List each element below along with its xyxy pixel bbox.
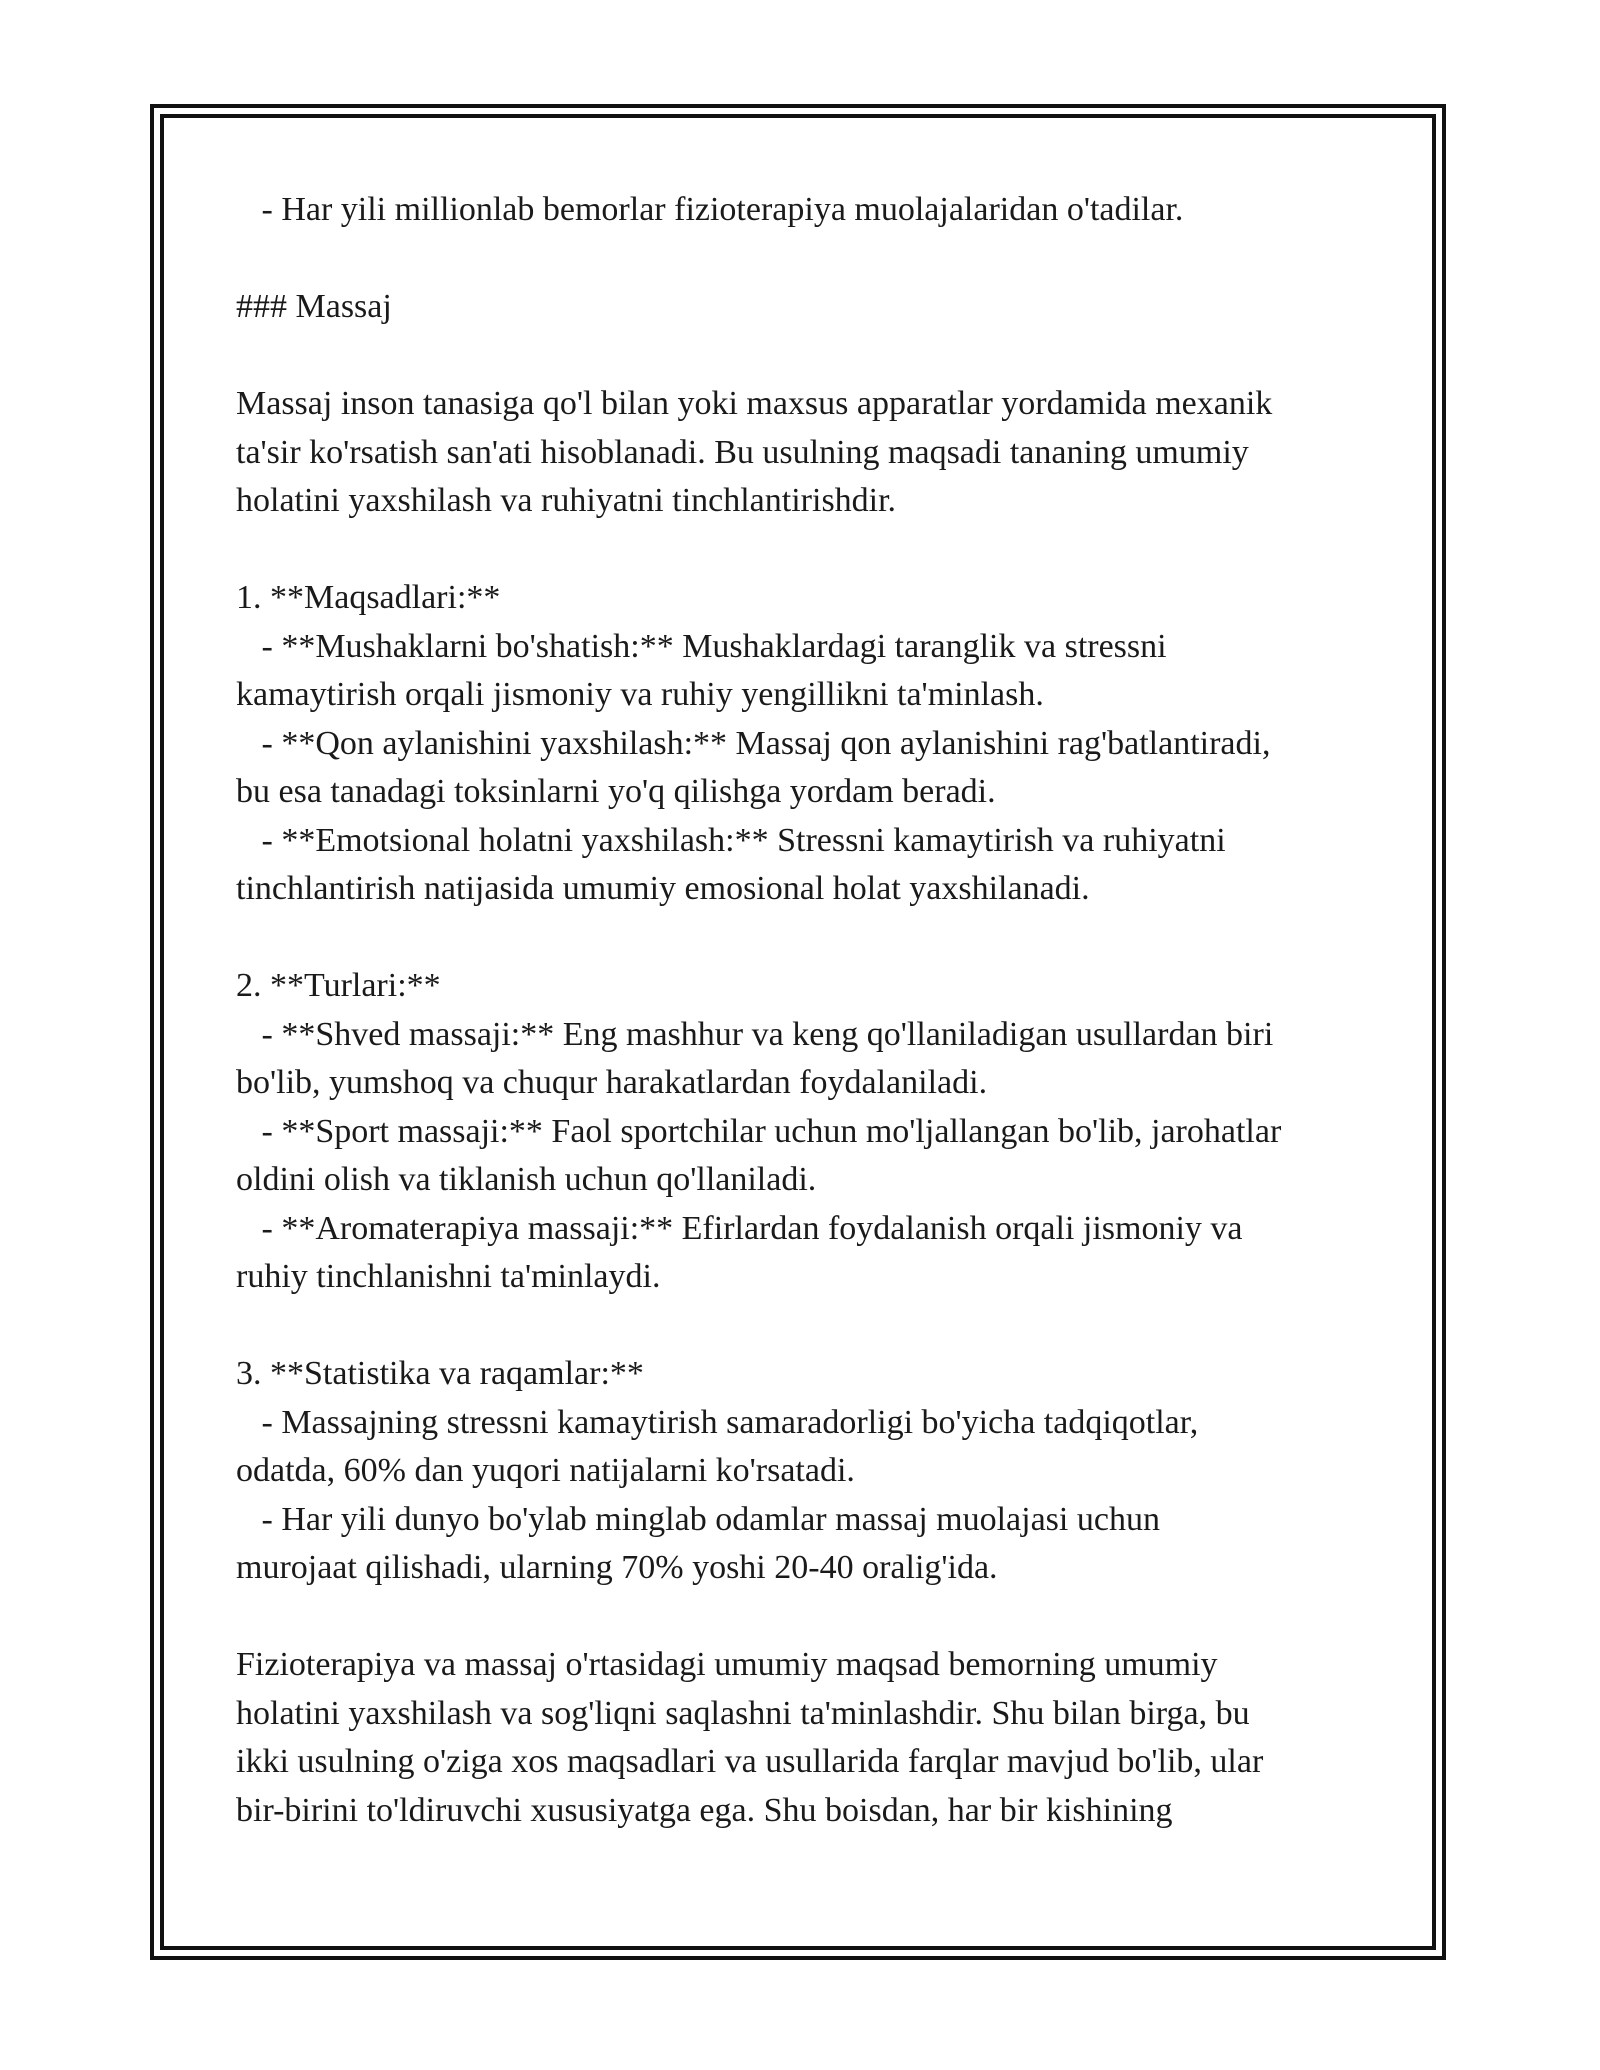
text-line: ta'sir ko'rsatish san'ati hisoblanadi. Bu usulning maqsadi tananing umumiy [236, 433, 1249, 471]
blank-line [236, 914, 1386, 963]
text-line: holatini yaxshilash va sog'liqni saqlashni ta'minlashdir. Shu bilan birga, bu [236, 1694, 1250, 1732]
text-line: odatda, 60% dan yuqori natijalarni ko'rsatadi. [236, 1452, 855, 1489]
text-line: murojaat qilishadi, ularning 70% yoshi 20-40 oralig'ida. [236, 1549, 998, 1586]
text-line: - Har yili millionlab bemorlar fizioterapiya muolajalaridan o'tadilar. [236, 191, 1184, 228]
text-line: - **Mushaklarni bo'shatish:** Mushaklardagi taranglik va stressni [236, 627, 1167, 665]
list-heading: 3. **Statistika va raqamlar:** [236, 1355, 644, 1392]
blank-line [236, 1593, 1386, 1642]
blank-line [236, 526, 1386, 575]
text-line: bir-birini to'ldiruvchi xususiyatga ega. Shu boisdan, har bir kishining [236, 1791, 1173, 1829]
text-line: - **Aromaterapiya massaji:** Efirlardan foydalanish orqali jismoniy va [236, 1209, 1243, 1247]
blank-line [236, 332, 1386, 381]
text-line: bu esa tanadagi toksinlarni yo'q qilishga yordam beradi. [236, 773, 996, 810]
text-line: - **Qon aylanishini yaxshilash:** Massaj qon aylanishini rag'batlantiradi, [236, 724, 1271, 762]
document-body [236, 186, 1386, 1835]
text-line: - Har yili dunyo bo'ylab minglab odamlar massaj muolajasi uchun [236, 1500, 1160, 1538]
text-line: Massaj inson tanasiga qo'l bilan yoki maxsus apparatlar yordamida mexanik [236, 385, 1273, 422]
text-line: - **Emotsional holatni yaxshilash:** Stressni kamaytirish va ruhiyatni [236, 821, 1226, 859]
text-line: - **Sport massaji:** Faol sportchilar uchun mo'ljallangan bo'lib, jarohatlar [236, 1112, 1282, 1150]
text-line: bo'lib, yumshoq va chuqur harakatlardan foydalaniladi. [236, 1064, 988, 1101]
text-line: Fizioterapiya va massaj o'rtasidagi umumiy maqsad bemorning umumiy [236, 1646, 1218, 1683]
section-heading: ### Massaj [236, 288, 392, 325]
text-line: - **Shved massaji:** Eng mashhur va keng qo'llaniladigan usullardan biri [236, 1015, 1274, 1053]
list-heading: 2. **Turlari:** [236, 967, 441, 1004]
text-line: tinchlantirish natijasida umumiy emosional holat yaxshilanadi. [236, 870, 1090, 907]
text-line: kamaytirish orqali jismoniy va ruhiy yengillikni ta'minlash. [236, 676, 1044, 713]
text-line: ruhiy tinchlanishni ta'minlaydi. [236, 1258, 661, 1295]
text-line: holatini yaxshilash va ruhiyatni tinchlantirishdir. [236, 482, 897, 519]
list-heading: 1. **Maqsadlari:** [236, 579, 501, 616]
text-line: oldini olish va tiklanish uchun qo'llaniladi. [236, 1161, 817, 1198]
text-line: - Massajning stressni kamaytirish samaradorligi bo'yicha tadqiqotlar, [236, 1403, 1199, 1441]
blank-line [236, 235, 1386, 284]
blank-line [236, 1302, 1386, 1351]
text-line: ikki usulning o'ziga xos maqsadlari va usullarida farqlar mavjud bo'lib, ular [236, 1743, 1264, 1780]
